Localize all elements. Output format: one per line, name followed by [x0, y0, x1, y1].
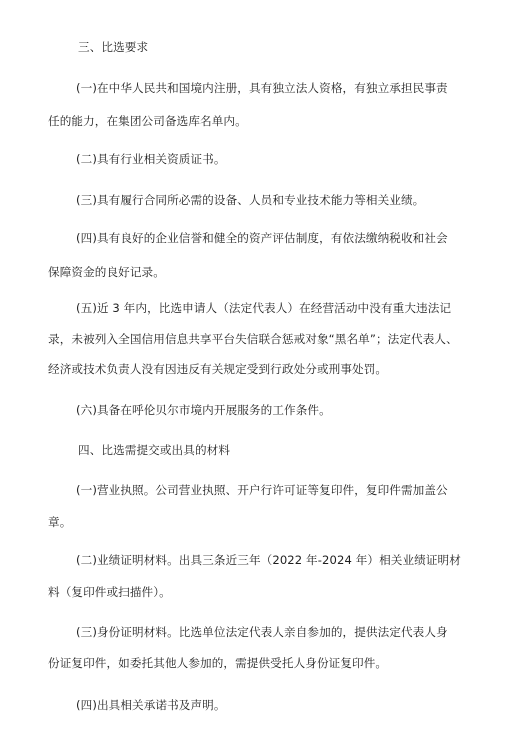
paragraph-line: (六)具备在呼伦贝尔市境内开展服务的工作条件。	[76, 403, 331, 417]
paragraph-line: 份证复印件，如委托其他人参加的，需提供受托人身份证复印件。	[48, 656, 388, 670]
paragraph-line: (二)业绩证明材料。出具三条近三年（2022 年-2024 年）相关业绩证明材	[76, 553, 461, 567]
paragraph-line: 任的能力，在集团公司备选库名单内。	[48, 114, 247, 128]
paragraph-line: 料（复印件或扫描件）。	[48, 585, 171, 599]
section-heading-materials: 四、比选需提交或出具的材料	[78, 443, 231, 457]
paragraph-line: 经济或技术负责人没有因违反有关规定受到行政处分或刑事处罚。	[48, 362, 388, 376]
paragraph-line: (三)身份证明材料。比选单位法定代表人亲自参加的，提供法定代表人身	[76, 625, 448, 639]
paragraph-line: (一)在中华人民共和国境内注册，具有独立法人资格，有独立承担民事责	[76, 81, 448, 95]
paragraph-line: (三)具有履行合同所必需的设备、人员和专业技术能力等相关业绩。	[76, 193, 425, 207]
paragraph-line: (一)营业执照。公司营业执照、开户行许可证等复印件，复印件需加盖公	[76, 483, 448, 497]
paragraph-line: 录，未被列入全国信用信息共享平台失信联合惩戒对象“黑名单”；法定代表人、	[48, 332, 458, 346]
paragraph-line: 章。	[48, 515, 72, 529]
paragraph-line: (四)具有良好的企业信誉和健全的资产评估制度，有依法缴纳税收和社会	[76, 231, 448, 245]
paragraph-line: 保障资金的良好记录。	[48, 265, 165, 279]
section-heading-requirements: 三、比选要求	[78, 40, 149, 54]
paragraph-line: (五)近 3 年内，比选申请人（法定代表人）在经营活动中没有重大违法记	[76, 301, 452, 315]
paragraph-line: (四)出具相关承诺书及声明。	[76, 698, 226, 712]
paragraph-line: (二)具有行业相关资质证书。	[76, 152, 226, 166]
